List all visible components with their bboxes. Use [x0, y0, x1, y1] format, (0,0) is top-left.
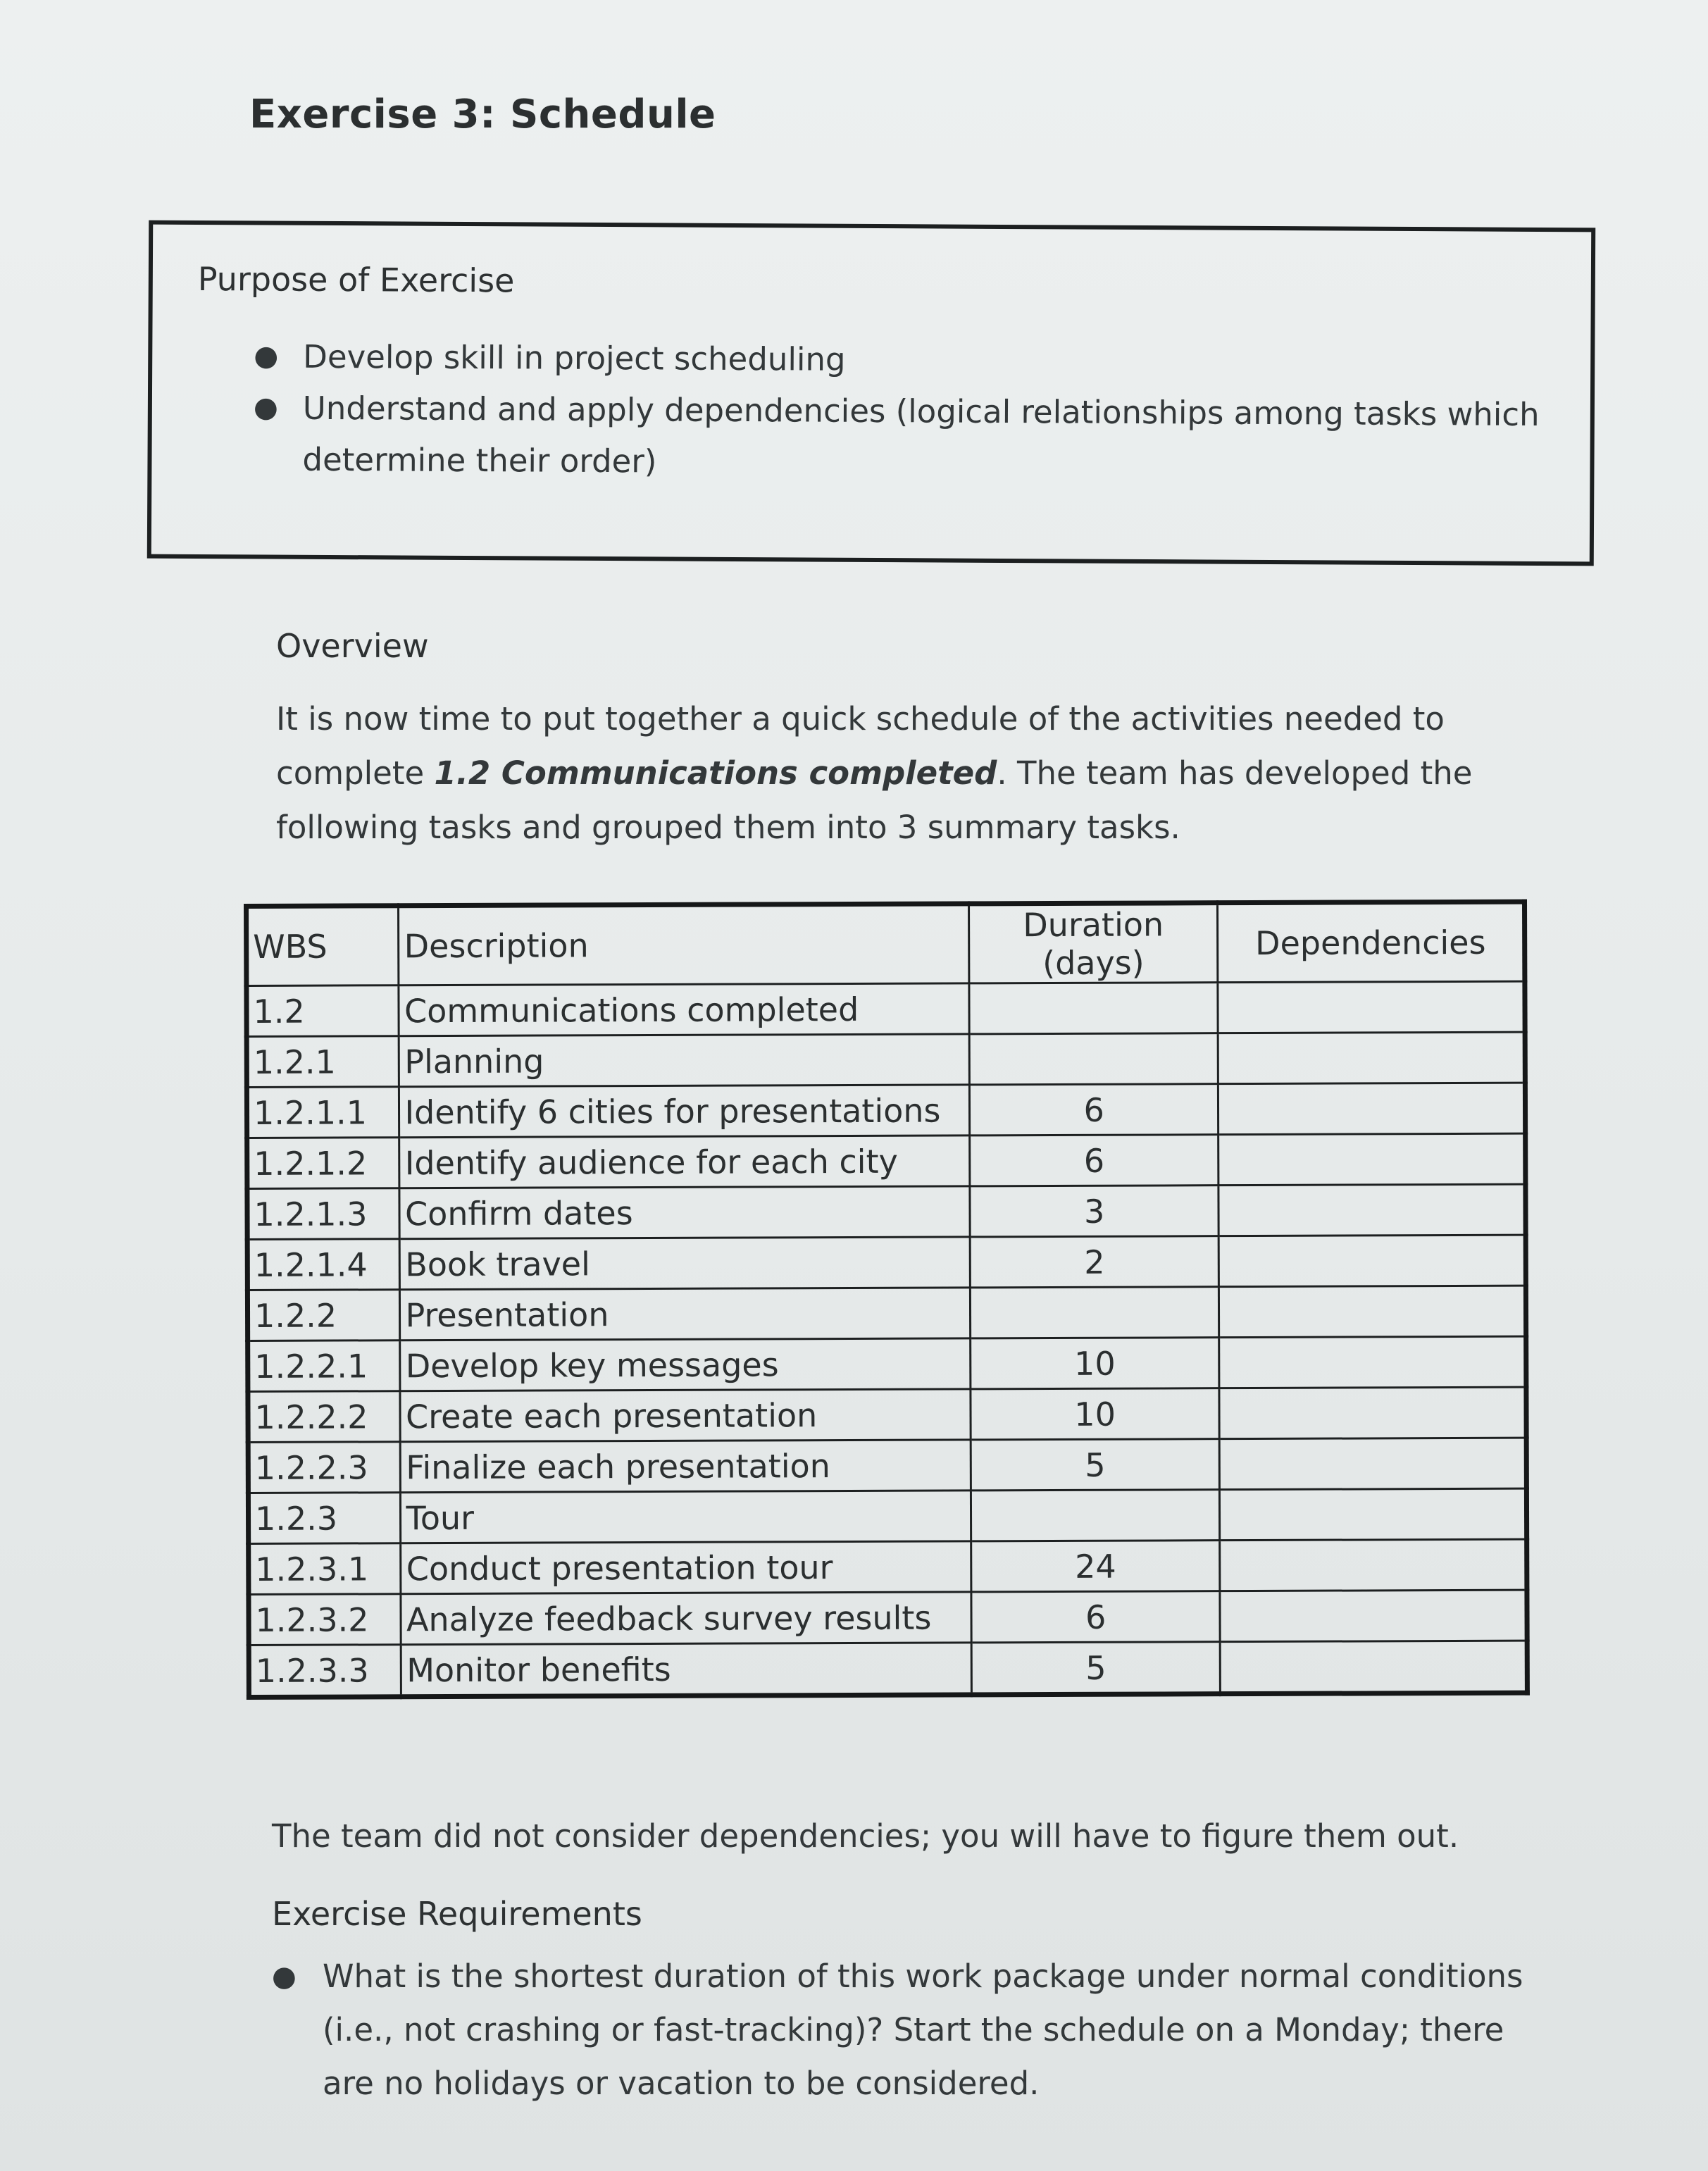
dependencies-cell — [1220, 1641, 1527, 1694]
table-row — [247, 1235, 1526, 1290]
table-row — [248, 1438, 1526, 1493]
purpose-item — [197, 382, 1557, 492]
header-description: Description — [399, 904, 969, 985]
overview-reference: 1.2 Communications completed — [434, 754, 997, 792]
table-row — [249, 1590, 1527, 1645]
description-cell: Create each presentation — [400, 1389, 971, 1442]
dependencies-cell — [1220, 1539, 1527, 1591]
duration-cell: 5 — [971, 1439, 1219, 1491]
wbs-table-wrapper — [244, 900, 1530, 1700]
requirement-item-text: What is the shortest duration of this work package under normal conditions (i.e., not crashing or fast-tracking)? Start the schedule on a Monday; there are no holidays or vacation to be considered. — [323, 1958, 1523, 2102]
dependencies-cell — [1218, 1032, 1525, 1084]
dependencies-cell — [1220, 1488, 1527, 1541]
duration-cell — [969, 1033, 1218, 1085]
table-row — [247, 1133, 1526, 1188]
dependencies-cell — [1219, 1336, 1526, 1388]
table-row — [249, 1641, 1527, 1697]
dependencies-cell — [1219, 1387, 1526, 1439]
table-header-row — [247, 902, 1525, 985]
duration-cell: 5 — [971, 1642, 1220, 1695]
bullet-icon: ● — [254, 340, 279, 373]
requirements-list — [272, 1950, 1554, 2110]
table-row — [247, 981, 1525, 1036]
duration-cell: 3 — [970, 1186, 1218, 1237]
wbs-cell: 1.2.2.2 — [248, 1391, 401, 1443]
table-row — [249, 1539, 1527, 1594]
wbs-cell: 1.2.3.3 — [249, 1645, 401, 1698]
description-cell: Identify 6 cities for presentations — [399, 1085, 970, 1138]
description-cell: Monitor benefits — [401, 1643, 972, 1697]
dependencies-note: The team did not consider dependencies; you will have to figure them out. — [272, 1817, 1459, 1855]
dependencies-cell — [1218, 1235, 1526, 1287]
duration-cell: 6 — [969, 1084, 1218, 1136]
dependencies-cell — [1219, 1438, 1526, 1490]
purpose-item-text: Develop skill in project scheduling — [303, 337, 846, 378]
purpose-heading: Purpose of Exercise — [197, 259, 515, 300]
duration-cell: 6 — [970, 1135, 1218, 1186]
wbs-cell: 1.2.1.4 — [247, 1239, 400, 1290]
dependencies-cell — [1218, 1133, 1526, 1186]
dependencies-cell — [1218, 981, 1525, 1033]
wbs-cell: 1.2 — [247, 985, 399, 1037]
purpose-item-text: Understand and apply dependencies (logical relationships among tasks which determine their order) — [302, 389, 1540, 480]
duration-cell: 10 — [971, 1338, 1219, 1389]
overview-heading: Overview — [276, 627, 429, 665]
table-row — [247, 1184, 1526, 1239]
header-duration: Duration (days) — [969, 903, 1218, 983]
description-cell: Communications completed — [399, 983, 969, 1036]
wbs-cell: 1.2.1.2 — [247, 1138, 400, 1189]
requirement-item — [272, 1950, 1554, 2110]
description-cell: Finalize each presentation — [401, 1440, 971, 1493]
dependencies-cell — [1219, 1286, 1526, 1338]
duration-cell — [970, 1287, 1218, 1338]
wbs-cell: 1.2.1.3 — [247, 1188, 400, 1240]
description-cell: Identify audience for each city — [399, 1136, 970, 1188]
duration-cell: 2 — [970, 1236, 1218, 1288]
duration-cell: 10 — [971, 1388, 1219, 1440]
purpose-box — [147, 220, 1595, 566]
table-row — [248, 1336, 1526, 1391]
description-cell: Planning — [399, 1034, 970, 1087]
overview-text-before: It is now time to put together a quick schedule of the activities needed to complete — [276, 700, 1445, 792]
purpose-item — [197, 330, 1557, 389]
bullet-icon: ● — [253, 391, 278, 424]
duration-cell — [969, 983, 1218, 1034]
description-cell: Develop key messages — [400, 1338, 971, 1391]
wbs-table — [244, 900, 1530, 1700]
dependencies-cell — [1220, 1590, 1527, 1642]
table-row — [248, 1387, 1526, 1442]
wbs-cell: 1.2.2.3 — [248, 1442, 401, 1493]
duration-cell — [971, 1490, 1219, 1541]
dependencies-cell — [1218, 1184, 1526, 1236]
description-cell: Conduct presentation tour — [401, 1541, 971, 1594]
wbs-cell: 1.2.3.2 — [249, 1594, 401, 1646]
purpose-list — [197, 330, 1557, 492]
wbs-cell: 1.2.3 — [248, 1493, 401, 1544]
dependencies-cell — [1218, 1083, 1526, 1135]
table-row — [248, 1488, 1526, 1543]
overview-paragraph — [276, 692, 1586, 854]
description-cell: Tour — [401, 1491, 971, 1543]
wbs-cell: 1.2.1.1 — [247, 1087, 399, 1138]
header-dependencies: Dependencies — [1218, 902, 1525, 983]
table-row — [247, 1286, 1526, 1340]
bullet-icon: ● — [272, 1960, 297, 1993]
overview-text-after: . The team has developed the following tasks and grouped them into 3 summary tasks. — [276, 754, 1473, 846]
description-cell: Analyze feedback survey results — [401, 1592, 971, 1645]
table-row — [247, 1083, 1525, 1138]
header-wbs: WBS — [247, 906, 399, 986]
description-cell: Confirm dates — [399, 1186, 970, 1239]
duration-cell: 6 — [971, 1591, 1220, 1643]
table-row — [247, 1032, 1525, 1087]
wbs-cell: 1.2.2.1 — [248, 1340, 401, 1392]
wbs-cell: 1.2.3.1 — [249, 1543, 401, 1595]
requirements-heading: Exercise Requirements — [272, 1895, 642, 1933]
wbs-cell: 1.2.1 — [247, 1036, 399, 1088]
description-cell: Book travel — [400, 1237, 971, 1290]
description-cell: Presentation — [400, 1288, 971, 1340]
wbs-cell: 1.2.2 — [247, 1290, 400, 1341]
page-title: Exercise 3: Schedule — [249, 92, 716, 137]
duration-cell: 24 — [971, 1541, 1220, 1592]
